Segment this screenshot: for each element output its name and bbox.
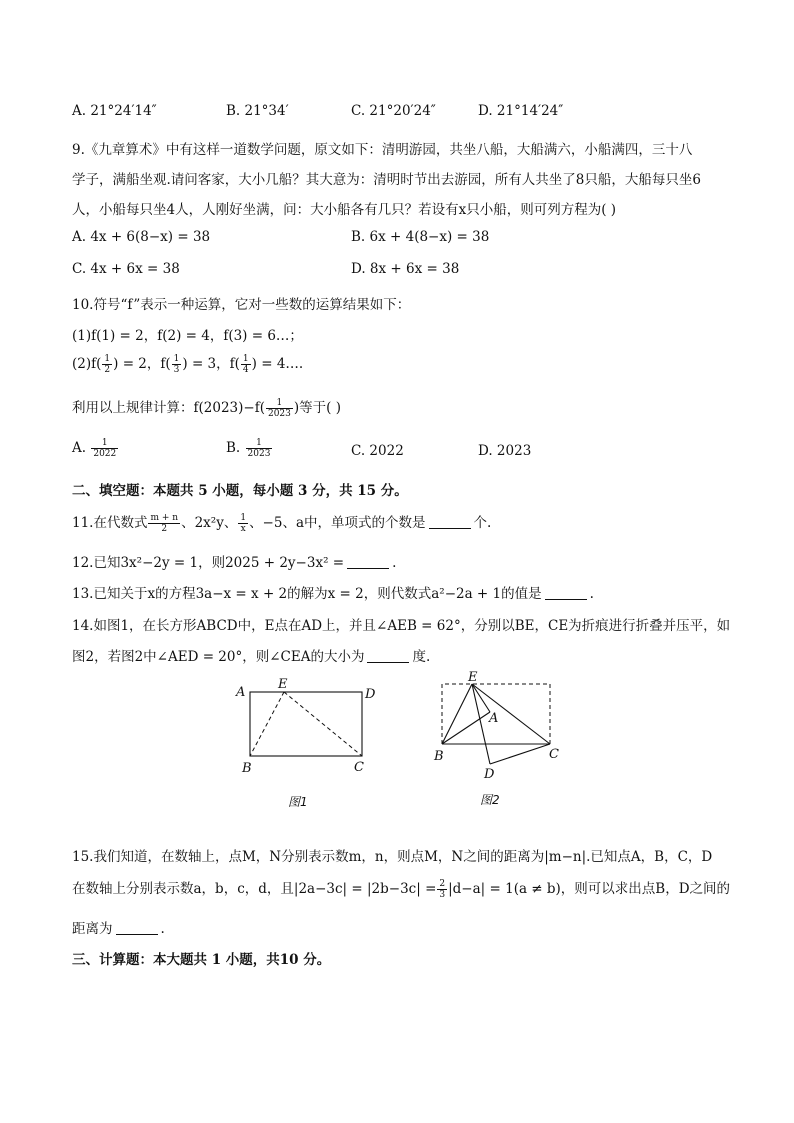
q10-line1: 10.符号“f”表示一种运算，它对一些数的运算结果如下：: [72, 297, 411, 313]
fraction-1-over-2023: [266, 398, 293, 419]
q14-line1: 14.如图1，在长方形ABCD中，E点在AD上，并且∠AEB = 62°，分别以BE，CE为折痕进行折叠并压平，如: [72, 618, 731, 634]
q15-line3-end: .: [160, 921, 165, 937]
q9-option-a: A. 4x + 6(8−x) = 38: [72, 229, 211, 245]
q10-option-a: [72, 438, 119, 459]
q15-line2: [72, 877, 730, 900]
frac-num: 1: [266, 398, 293, 409]
fraction-1-over-2022: [91, 438, 118, 459]
q14-line2: [72, 645, 430, 665]
q8-option-b: B. 21°34′: [226, 103, 289, 119]
fold-line-ce: [284, 692, 362, 756]
q10-line3: (2)f( $\frac{1}{2}$ ) = 2，f( $\frac{1}{3}$ ) = 3，f( $\frac{1}{4}$ ) = 4….: [72, 354, 304, 375]
point-label-b: B: [434, 749, 444, 764]
frac-num: 1: [104, 354, 111, 364]
q9-line3: 人，小船每只坐4人，人刚好坐满，问：大小船各有几只？若设有x只小船，则可列方程为( ): [72, 202, 617, 218]
section-3-heading: 三、计算题：本大题共 1 小题，共10 分。: [72, 952, 331, 968]
fraction-m-plus-n-over-2: [148, 513, 180, 534]
q11-mid: 、2x²y、: [181, 515, 238, 531]
frac-den: 3: [439, 890, 446, 900]
answer-blank[interactable]: [429, 514, 471, 529]
segment-dc: [490, 744, 550, 764]
option-letter: A.: [72, 440, 87, 456]
q9-option-c: C. 4x + 6x = 38: [72, 261, 180, 277]
frac-den: 2: [161, 524, 168, 534]
q12-end: .: [392, 555, 397, 571]
frac-num: 2: [439, 879, 446, 889]
q14-line2-end: 度.: [412, 649, 431, 665]
q10-option-d: D. 2023: [478, 443, 532, 459]
q9-option-d: D. 8x + 6x = 38: [351, 261, 460, 277]
q8-option-a: A. 21°24′14″: [72, 103, 157, 119]
q15-line2-prefix: 在数轴上分别表示数a，b，c，d，且|2a−3c| = |2b−3c| =: [72, 881, 437, 897]
answer-blank[interactable]: [545, 585, 587, 600]
answer-blank[interactable]: [367, 648, 409, 663]
q10-line4-prefix: 利用以上规律计算：f(2023)−f(: [72, 400, 265, 416]
q9-option-b: B. 6x + 4(8−x) = 38: [351, 229, 490, 245]
q9-line2: 学子，满船坐观.请问客家，大小几船？其大意为：清明时节出去游园，所有人共坐了8只船，大船每只坐6: [72, 172, 701, 188]
answer-blank[interactable]: [347, 554, 389, 569]
q15-line2-suffix: |d−a| = 1(a ≠ b)，则可以求出点B，D之间的: [448, 881, 731, 897]
answer-blank[interactable]: [116, 920, 158, 935]
frac-den: 4: [242, 365, 249, 375]
frac-den: 2022: [93, 449, 117, 459]
q10-line3-prefix: (2)f(: [72, 356, 102, 372]
fraction-1-over-x: [238, 513, 248, 534]
point-label-d: D: [484, 767, 495, 782]
figure-2-caption: 图2: [480, 793, 500, 807]
q10-line2: (1)f(1) = 2，f(2) = 4，f(3) = 6…；: [72, 328, 303, 344]
q10-line3-a: = 2，f(: [122, 356, 171, 372]
q12-text: 12.已知3x²−2y = 1，则2025 + 2y−3x² =: [72, 555, 345, 571]
fraction-2-over-3: [437, 879, 447, 900]
frac-num: 1: [242, 354, 249, 364]
point-label-a: A: [236, 685, 246, 700]
q8-option-d: D. 21°14′24″: [478, 103, 564, 119]
q12-line: [72, 551, 396, 571]
segment-eb: [442, 684, 472, 744]
q13-text: 13.已知关于x的方程3a−x = x + 2的解为x = 2，则代数式a²−2a + 1的值是: [72, 586, 542, 602]
q10-option-c: C. 2022: [351, 443, 404, 459]
section-2-heading: 二、填空题：本题共 5 小题，每小题 3 分，共 15 分。: [72, 483, 408, 499]
figure-2: [428, 668, 578, 816]
fraction-quarter: [241, 354, 251, 375]
fraction-1-over-2023: [246, 438, 273, 459]
fold-line-be: [250, 692, 284, 756]
option-letter: B.: [226, 440, 241, 456]
frac-den: x: [240, 524, 246, 534]
q13-end: .: [589, 586, 594, 602]
q10-line4-suffix: )等于( ): [293, 400, 341, 416]
point-label-b: B: [242, 761, 252, 776]
q10-line4: [72, 396, 341, 419]
frac-den: 2023: [247, 449, 271, 459]
q11-rest: 、−5、a中，单项式的个数是: [249, 515, 426, 531]
q11-prefix: 11.在代数式: [72, 515, 148, 531]
frac-num: 1: [91, 438, 118, 449]
point-label-e: E: [278, 677, 288, 692]
point-label-a: A: [489, 711, 499, 726]
frac-num: 1: [240, 513, 247, 523]
fraction-third: [172, 354, 182, 375]
point-label-c: C: [354, 760, 364, 775]
frac-num: 1: [173, 354, 180, 364]
q11-line: [72, 511, 491, 534]
frac-den: 3: [173, 365, 180, 375]
fraction-half: [102, 354, 112, 375]
point-label-e: E: [468, 670, 478, 685]
frac-den: 2023: [267, 409, 291, 419]
q10-line3-c: = 4….: [261, 356, 304, 372]
q15-line3-text: 距离为: [72, 921, 113, 937]
q14-line2-text: 图2，若图2中∠AED = 20°，则∠CEA的大小为: [72, 649, 365, 665]
q8-option-c: C. 21°20′24″: [351, 103, 436, 119]
q10-line3-b: = 3，f(: [191, 356, 240, 372]
figure-1: [228, 676, 388, 816]
point-label-d: D: [365, 687, 376, 702]
q11-end: 个.: [473, 515, 492, 531]
frac-num: m + n: [150, 513, 179, 523]
q9-line1: 9.《九章算术》中有这样一道数学问题，原文如下：清明游园，共坐八船，大船满六，小船满四，三十八: [72, 142, 693, 158]
q15-line1: 15.我们知道，在数轴上，点M，N分别表示数m，n，则点M，N之间的距离为|m−n|.已知点A，B，C，D: [72, 849, 713, 865]
q10-option-b: [226, 438, 273, 459]
q13-line: [72, 582, 594, 602]
frac-num: 1: [246, 438, 273, 449]
point-label-c: C: [549, 747, 559, 762]
figure-1-caption: 图1: [288, 795, 308, 809]
segment-ab: [442, 712, 490, 744]
frac-den: 2: [104, 365, 111, 375]
q15-line3: [72, 917, 165, 937]
